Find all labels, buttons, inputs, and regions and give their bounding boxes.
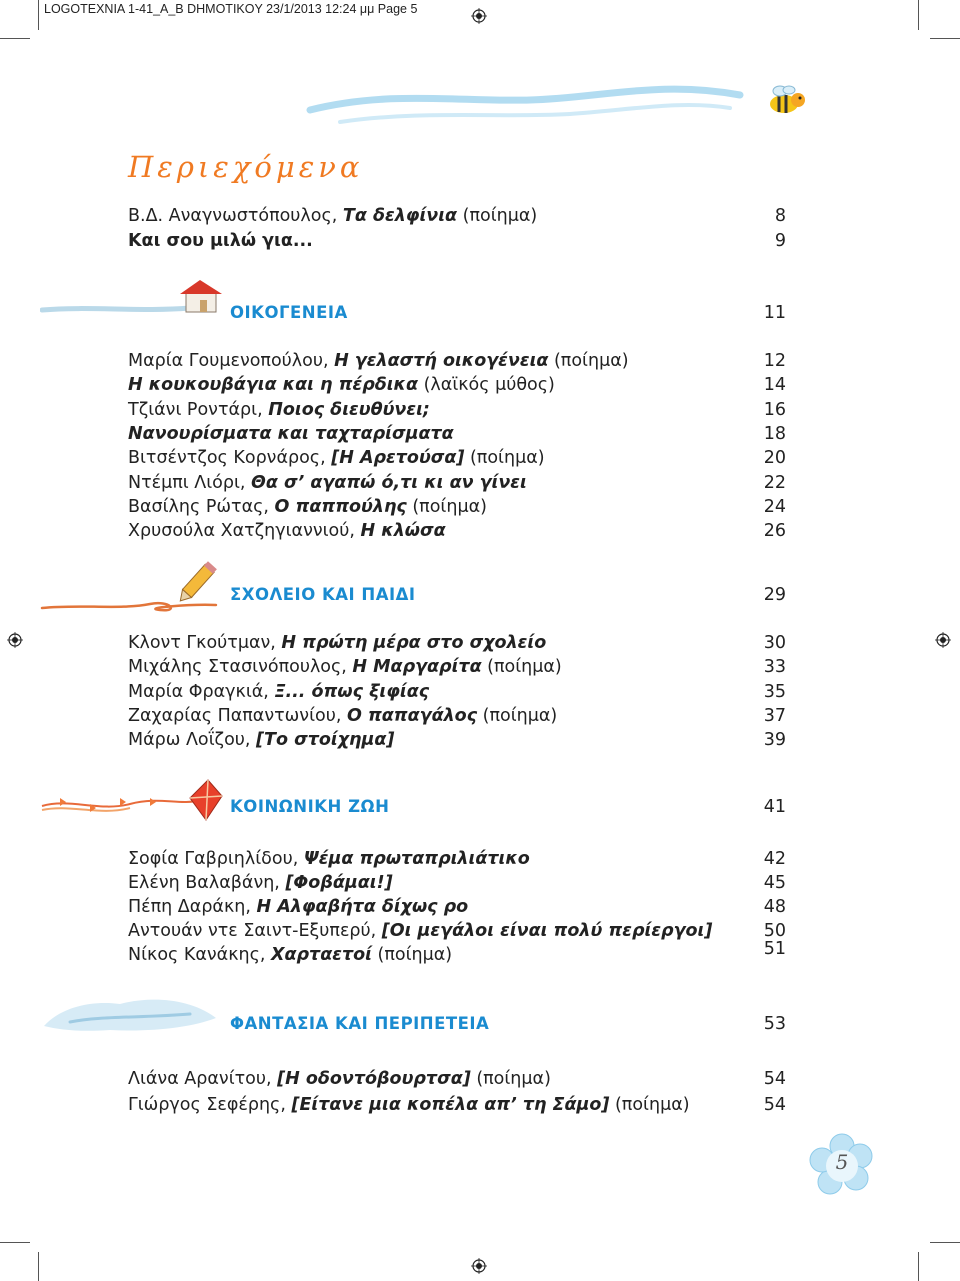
entry-page-number: 33 [763,657,786,677]
toc-entry[interactable] [128,895,786,919]
entry-note: (ποίημα) [406,497,487,517]
entry-note: (ποίημα) [548,351,629,371]
house-icon [40,276,230,320]
toc-entry[interactable] [128,422,786,446]
entry-page-number: 8 [774,206,786,226]
section-page-number: 11 [763,303,786,323]
section-title: ΣΧΟΛΕΙΟ ΚΑΙ ΠΑΙΔΙ [230,585,416,604]
entry-author: Σοφία Γαβριηλίδου, [128,849,304,869]
entry-author: Μαρία Γουμενοπούλου, [128,351,335,371]
entry-author: Κλοντ Γκούτμαν, [128,633,282,653]
registration-mark-icon [471,8,487,24]
entry-author: Νίκος Κανάκης, [128,945,271,965]
section-title: ΟΙΚΟΓΕΝΕΙΑ [230,303,348,322]
wind-streak-illustration [300,70,780,140]
toc-entry[interactable] [128,871,786,895]
entry-author: Γιώργος Σεφέρης, [128,1095,292,1115]
entry-title: Ο παππούλης [274,497,407,517]
section-page-number: 29 [763,585,786,605]
entry-title: [Το στοίχημα] [256,730,395,750]
entry-title: Ο παπαγάλος [346,706,478,726]
entry-page-number: 14 [763,375,786,395]
entry-author: Αντουάν ντε Σαιντ-Εξυπερύ, [128,921,382,941]
entry-author: Μάρω Λοΐζου, [128,730,257,750]
toc-entry[interactable] [128,728,786,752]
entry-title: Η γελαστή οικογένεια [334,351,549,371]
crop-mark [38,1252,39,1281]
entry-page-number: 50 [763,921,786,941]
section-heading[interactable] [230,795,786,819]
entry-page-number: 22 [763,473,786,493]
section-heading[interactable] [230,583,786,607]
entry-author: Ντέμπι Λιόρι, [128,473,251,493]
entry-page-number: 16 [763,400,786,420]
entry-note: (ποίημα) [609,1095,690,1115]
entry-page-number: 54 [763,1095,786,1115]
entry-page-number: 42 [763,849,786,869]
entry-page-number: 20 [763,448,786,468]
entry-title: Η Αλφαβήτα δίχως ρο [256,897,469,917]
section-page-number: 53 [763,1014,786,1034]
toc-entry[interactable] [128,519,786,543]
entry-note: (ποίημα) [470,1069,551,1089]
entry-author: Μαρία Φραγκιά, [128,682,275,702]
toc-entry[interactable] [128,398,786,422]
entry-author: Μιχάλης Στασινόπουλος, [128,657,353,677]
toc-entry[interactable] [128,229,786,253]
crop-mark [38,0,39,30]
entry-title: Η Μαργαρίτα [352,657,482,677]
crop-mark [0,1242,30,1243]
entry-title: Η κουκουβάγια και η πέρδικα [128,375,419,395]
entry-title: [Είτανε μια κοπέλα απ’ τη Σάμο] [291,1095,610,1115]
toc-entry[interactable] [128,204,786,228]
entry-title: Νανουρίσματα και ταχταρίσματα [128,424,454,444]
printer-slug: LOGOTEXNIA 1-41_A_B DHMOTIKOY 23/1/2013 12:24 μμ Page 5 [44,2,418,16]
entry-note: (ποίημα) [457,206,538,226]
entry-page-number: 37 [763,706,786,726]
entry-title: Ποιος διευθύνει; [268,400,430,420]
toc-entry[interactable] [128,495,786,519]
pencil-icon [40,560,225,620]
entry-page-number: 30 [763,633,786,653]
toc-entry[interactable] [128,471,786,495]
entry-title: Η κλώσα [360,521,446,541]
entry-title: [Η Αρετούσα] [331,448,465,468]
entry-author: Λιάνα Αρανίτου, [128,1069,278,1089]
crop-mark [0,38,30,39]
entry-page-number: 24 [763,497,786,517]
section-title: ΦΑΝΤΑΣΙΑ ΚΑΙ ΠΕΡΙΠΕΤΕΙΑ [230,1014,490,1033]
section-title: ΚΟΙΝΩΝΙΚΗ ΖΩΗ [230,797,390,816]
entry-author: Ελένη Βαλαβάνη, [128,873,286,893]
section-page-number: 41 [763,797,786,817]
cloud-icon [40,988,220,1038]
entry-note: (ποίημα) [464,448,545,468]
kite-icon [40,776,225,828]
entry-title: Ξ... όπως ξιφίας [274,682,430,702]
entry-author: Β.Δ. Αναγνωστόπουλος, [128,206,343,226]
toc-entry[interactable] [128,349,786,373]
entry-title: Θα σ’ αγαπώ ό,τι κι αν γίνει [251,473,527,493]
entry-page-number: 45 [763,873,786,893]
entry-page-number: 35 [763,682,786,702]
entry-title: Και σου μιλώ για... [128,231,313,251]
section-heading[interactable] [230,301,786,325]
entry-title: [Οι μεγάλοι είναι πολύ περίεργοι] [381,921,713,941]
entry-page-number: 26 [763,521,786,541]
entry-note: (ποίημα) [477,706,558,726]
entry-author: Πέπη Δαράκη, [128,897,257,917]
toc-entry[interactable] [128,1067,786,1091]
entry-page-number: 54 [763,1069,786,1089]
entry-note: (ποίημα) [371,945,453,965]
entry-title: [Η οδοντόβουρτσα] [277,1069,471,1089]
entry-author: Ζαχαρίας Παπαντωνίου, [128,706,347,726]
entry-title: [Φοβάμαι!] [285,873,393,893]
registration-mark-icon [471,1258,487,1274]
toc-entry[interactable] [128,1093,786,1117]
toc-entry[interactable] [128,631,786,655]
toc-entry[interactable] [128,373,786,397]
entry-page-number: 48 [763,897,786,917]
toc-entry[interactable] [128,847,786,871]
entry-note: (λαϊκός μύθος) [418,375,555,395]
registration-mark-icon [935,632,951,648]
entry-title: Η πρώτη μέρα στο σχολείο [281,633,547,653]
bee-icon [762,80,810,120]
crop-mark [930,38,960,39]
crop-mark [918,1252,919,1281]
toc-entry[interactable] [128,704,786,728]
registration-mark-icon [7,632,23,648]
page-title: Περιεχόμενα [128,150,364,184]
toc-entry[interactable] [128,446,786,470]
page-number: 5 [835,1150,849,1174]
toc-entry[interactable] [128,919,786,943]
entry-title: Τα δελφίνια [342,206,458,226]
entry-author: Βιτσέντζος Κορνάρος, [128,448,332,468]
entry-author: Βασίλης Ρώτας, [128,497,275,517]
entry-note: (ποίημα) [481,657,562,677]
crop-mark [930,1242,960,1243]
entry-page-number: 51 [763,939,786,959]
entry-page-number: 9 [774,231,786,251]
toc-entry[interactable] [128,939,786,967]
toc-entry[interactable] [128,655,786,679]
section-heading[interactable] [230,1012,786,1036]
entry-page-number: 18 [763,424,786,444]
entry-page-number: 12 [763,351,786,371]
entry-author: Τζιάνι Ροντάρι, [128,400,269,420]
entry-page-number: 39 [763,730,786,750]
entry-title: Ψέμα πρωταπριλιάτικο [303,849,530,869]
crop-mark [918,0,919,30]
entry-title: Χαρταετοί [271,945,372,965]
toc-entry[interactable] [128,680,786,704]
entry-author: Χρυσούλα Χατζηγιαννιού, [128,521,361,541]
